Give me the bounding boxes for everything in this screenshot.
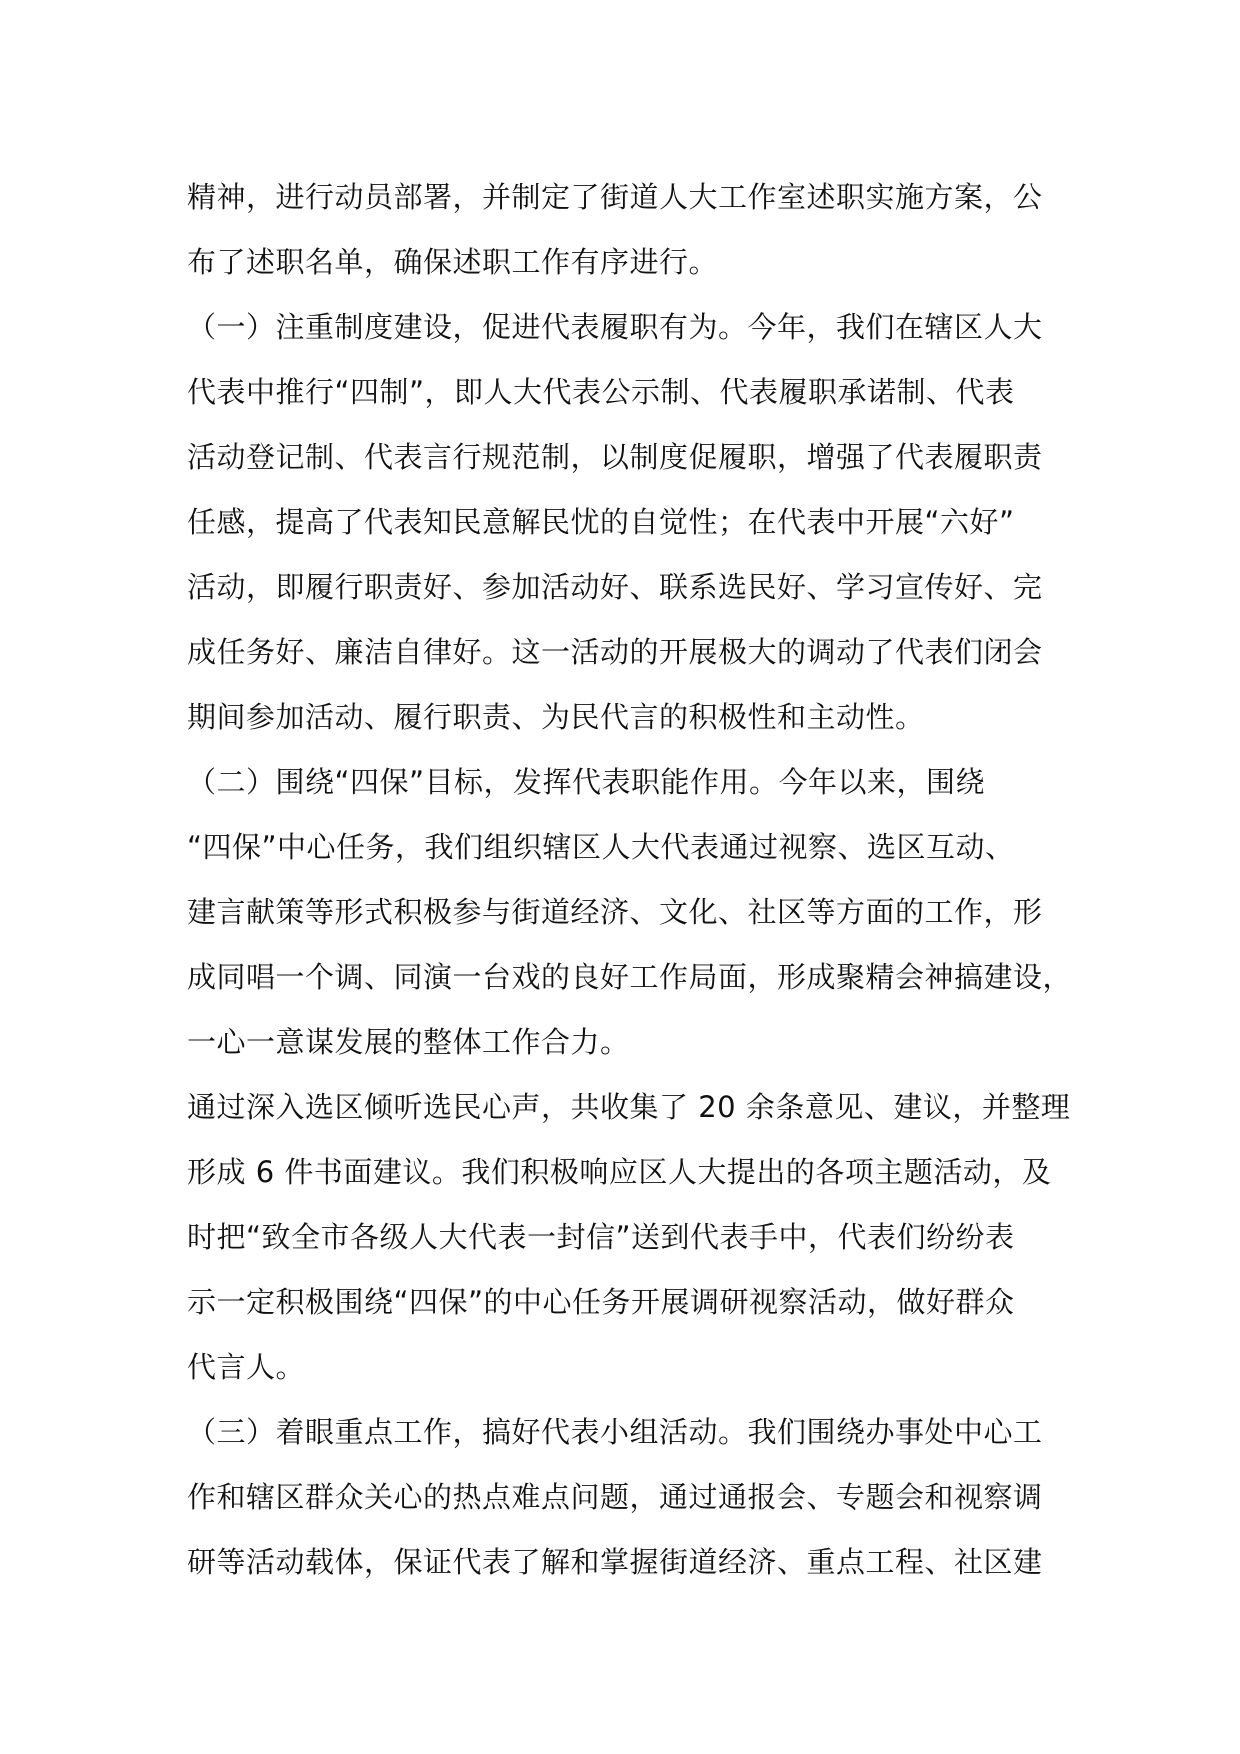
text-line-22: 研等活动载体，保证代表了解和掌握街道经济、重点工程、社区建 (187, 1545, 1043, 1579)
text-line-1: 精神，进行动员部署，并制定了街道人大工作室述职实施方案，公 (187, 180, 1043, 214)
text-line-15: 通过深入选区倾听选民心声，共收集了 20 余条意见、建议，并整理 (187, 1090, 1071, 1124)
text-line-21: 作和辖区群众关心的热点难点问题，通过通报会、专题会和视察调 (187, 1480, 1043, 1514)
text-line-7: 活动，即履行职责好、参加活动好、联系选民好、学习宣传好、完 (187, 570, 1043, 604)
text-line-16: 形成 6 件书面建议。我们积极响应区人大提出的各项主题活动，及 (187, 1155, 1052, 1189)
text-line-8: 成任务好、廉洁自律好。这一活动的开展极大的调动了代表们闭会 (187, 635, 1043, 669)
text-line-9: 期间参加活动、履行职责、为民代言的积极性和主动性。 (187, 700, 925, 734)
text-line-10: （二）围绕“四保”目标，发挥代表职能作用。今年以来，围绕 (187, 765, 986, 799)
text-line-13: 成同唱一个调、同演一台戏的良好工作局面，形成聚精会神搞建设， (187, 960, 1073, 994)
text-line-12: 建言献策等形式积极参与街道经济、文化、社区等方面的工作，形 (187, 895, 1043, 929)
text-line-5: 活动登记制、代表言行规范制，以制度促履职，增强了代表履职责 (187, 440, 1043, 474)
text-line-20: （三）着眼重点工作，搞好代表小组活动。我们围绕办事处中心工 (187, 1415, 1043, 1449)
text-line-14: 一心一意谋发展的整体工作合力。 (187, 1025, 630, 1059)
text-line-17: 时把“致全市各级人大代表一封信”送到代表手中，代表们纷纷表 (187, 1220, 1015, 1254)
text-line-4: 代表中推行“四制”，即人大代表公示制、代表履职承诺制、代表 (187, 375, 1015, 409)
text-line-18: 示一定积极围绕“四保”的中心任务开展调研视察活动，做好群众 (187, 1285, 1015, 1319)
text-line-6: 任感，提高了代表知民意解民忧的自觉性；在代表中开展“六好” (187, 505, 1015, 539)
text-line-19: 代言人。 (187, 1350, 306, 1384)
document-body (187, 165, 1087, 1595)
text-line-2: 布了述职名单，确保述职工作有序进行。 (187, 245, 719, 279)
text-line-11: “四保”中心任务，我们组织辖区人大代表通过视察、选区互动、 (187, 830, 1015, 864)
text-line-3: （一）注重制度建设，促进代表履职有为。今年，我们在辖区人大 (187, 310, 1043, 344)
